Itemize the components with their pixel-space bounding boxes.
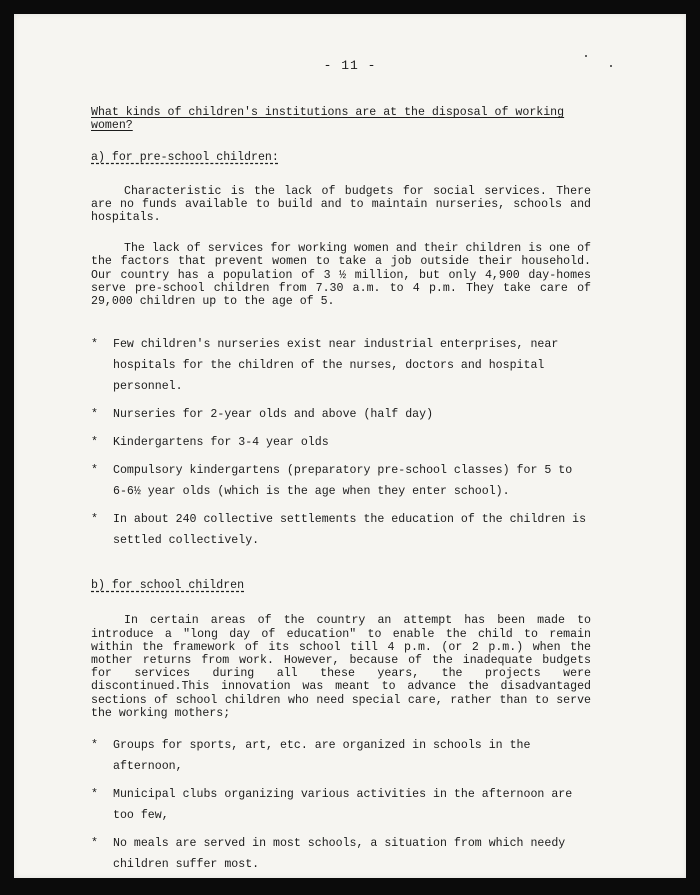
list-item-text: No meals are served in most schools, a situation from which needy children suffer most. [113,837,566,872]
list-item-text: Few children's nurseries exist near industrial enterprises, near hospitals for the children of the nurses, doctors and hospital personnel. [113,338,559,394]
bullet-star: * [91,408,98,422]
bullet-star: * [91,513,98,527]
list-item [91,432,591,453]
section-b-paragraph: In certain areas of the country an attempt has been made to introduce a "long day of education" to enable the child to remain within the framework of its school till 4 p.m. (or 2 p.m.) when the mother returns from work. However, because of the inadequate budgets for services during all these years, the projects were discontinued.This innovation was meant to advance the disadvantaged sections of school children who need special care, rather than to serve the working mothers; [91,614,591,720]
bullet-star: * [91,338,98,352]
scan-speck [585,55,587,57]
section-a-bullet-list [91,334,591,551]
list-item-text: In about 240 collective settlements the education of the children is settled collectively. [113,513,587,548]
section-b-bullet-list [91,735,591,875]
bullet-star: * [91,837,98,851]
page-title: What kinds of children's institutions are at the disposal of working women? [91,106,565,133]
list-item [91,334,591,397]
list-item [91,460,591,502]
list-item-text: Groups for sports, art, etc. are organized in schools in the afternoon, [113,739,531,774]
list-item [91,833,591,875]
list-item [91,509,591,551]
section-a-paragraph: The lack of services for working women and their children is one of the factors that prevent women to take a job outside their household. Our country has a population of 3 ½ million, but only 4,900 day-homes serve pre-school children from 7.30 a.m. to 4 p.m. They take care of 29,000 children up to the age of 5. [91,242,591,309]
list-item [91,735,591,777]
section-b-heading: b) for school children [91,579,245,593]
bullet-star: * [91,464,98,478]
list-item [91,784,591,826]
page-number: - 11 - [323,58,377,73]
list-item-text: Municipal clubs organizing various activities in the afternoon are too few, [113,788,573,823]
bullet-star: * [91,739,98,753]
bullet-star: * [91,436,98,450]
list-item-text: Nurseries for 2-year olds and above (half day) [113,408,434,422]
section-a-heading: a) for pre-school children: [91,151,279,165]
bullet-star: * [91,788,98,802]
document-page [14,14,686,878]
document-body [91,106,591,882]
list-item-text: Kindergartens for 3-4 year olds [113,436,329,450]
section-a-paragraph: Characteristic is the lack of budgets for social services. There are no funds available to build and to maintain nurseries, schools and hospitals. [91,184,591,225]
list-item-text: Compulsory kindergartens (preparatory pre-school classes) for 5 to 6-6½ year olds (which is the age when they enter school). [113,464,573,499]
list-item [91,404,591,425]
